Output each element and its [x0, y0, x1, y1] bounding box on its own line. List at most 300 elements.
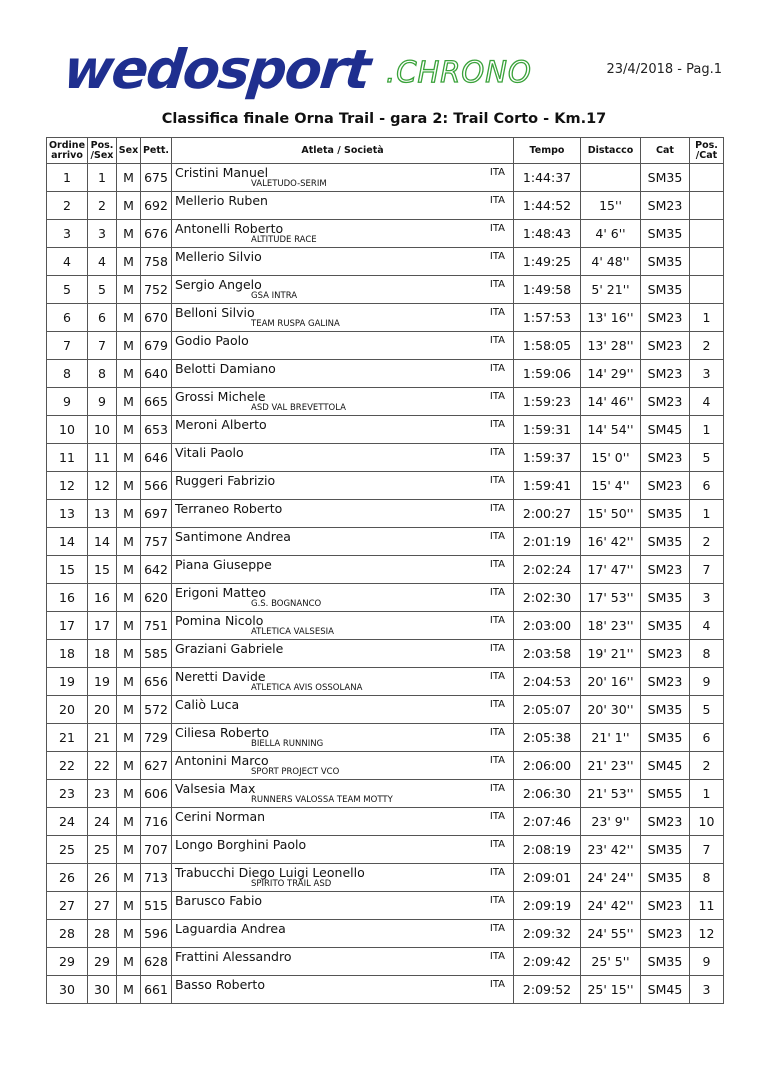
athlete-name: Mellerio Ruben	[175, 193, 268, 208]
cell-athlete	[172, 556, 514, 584]
athlete-nationality: ITA	[489, 979, 505, 990]
cell-pos-sex: 6	[88, 304, 117, 332]
cell-cat: SM23	[641, 360, 690, 388]
cell-pos-sex: 18	[88, 640, 117, 668]
cell-ordine: 29	[47, 948, 88, 976]
cell-pett: 752	[141, 276, 172, 304]
col-atleta: Atleta / Società	[172, 138, 514, 164]
cell-tempo: 2:02:24	[514, 556, 581, 584]
cell-pos-cat: 1	[690, 780, 724, 808]
cell-distacco: 13' 28''	[581, 332, 641, 360]
cell-cat: SM45	[641, 976, 690, 1004]
cell-tempo: 2:07:46	[514, 808, 581, 836]
table-row	[47, 948, 724, 976]
cell-pos-sex: 10	[88, 416, 117, 444]
table-row	[47, 472, 724, 500]
cell-cat: SM35	[641, 248, 690, 276]
cell-sex: M	[117, 556, 141, 584]
cell-distacco: 16' 42''	[581, 528, 641, 556]
cell-ordine: 22	[47, 752, 88, 780]
athlete-name: Graziani Gabriele	[175, 641, 284, 656]
table-row	[47, 444, 724, 472]
cell-tempo: 2:05:07	[514, 696, 581, 724]
cell-pos-sex: 22	[88, 752, 117, 780]
cell-cat: SM55	[641, 780, 690, 808]
cell-ordine: 27	[47, 892, 88, 920]
cell-athlete	[172, 696, 514, 724]
cell-pos-cat: 12	[690, 920, 724, 948]
cell-tempo: 1:59:31	[514, 416, 581, 444]
cell-cat: SM23	[641, 444, 690, 472]
athlete-team: VALETUDO-SERIM	[251, 179, 327, 189]
cell-pos-cat: 2	[690, 752, 724, 780]
table-row	[47, 500, 724, 528]
table-row	[47, 752, 724, 780]
cell-tempo: 1:49:25	[514, 248, 581, 276]
cell-pos-cat: 9	[690, 948, 724, 976]
cell-pos-cat: 3	[690, 360, 724, 388]
cell-ordine: 2	[47, 192, 88, 220]
cell-pos-cat: 10	[690, 808, 724, 836]
cell-distacco: 17' 53''	[581, 584, 641, 612]
table-row	[47, 808, 724, 836]
athlete-name: Pomina Nicolo	[175, 613, 264, 628]
athlete-team: RUNNERS VALOSSA TEAM MOTTY	[251, 795, 393, 805]
athlete-name: Antonini Marco	[175, 753, 269, 768]
cell-tempo: 2:01:19	[514, 528, 581, 556]
cell-cat: SM35	[641, 696, 690, 724]
cell-pos-cat	[690, 164, 724, 192]
athlete-name: Grossi Michele	[175, 389, 266, 404]
cell-tempo: 2:08:19	[514, 836, 581, 864]
cell-ordine: 16	[47, 584, 88, 612]
table-row	[47, 388, 724, 416]
cell-distacco: 14' 54''	[581, 416, 641, 444]
athlete-nationality: ITA	[489, 867, 505, 878]
cell-tempo: 1:44:37	[514, 164, 581, 192]
cell-athlete	[172, 164, 514, 192]
cell-pett: 670	[141, 304, 172, 332]
cell-pett: 566	[141, 472, 172, 500]
cell-pos-cat	[690, 192, 724, 220]
cell-pos-cat: 3	[690, 584, 724, 612]
cell-distacco: 24' 55''	[581, 920, 641, 948]
cell-tempo: 1:59:41	[514, 472, 581, 500]
athlete-nationality: ITA	[489, 475, 505, 486]
cell-pett: 572	[141, 696, 172, 724]
cell-pos-cat	[690, 248, 724, 276]
table-row	[47, 976, 724, 1004]
cell-pos-cat: 11	[690, 892, 724, 920]
cell-athlete	[172, 360, 514, 388]
cell-pos-sex: 17	[88, 612, 117, 640]
athlete-nationality: ITA	[489, 587, 505, 598]
cell-athlete	[172, 668, 514, 696]
athlete-name: Valsesia Max	[175, 781, 256, 796]
cell-ordine: 13	[47, 500, 88, 528]
cell-cat: SM35	[641, 836, 690, 864]
athlete-name: Erigoni Matteo	[175, 585, 267, 600]
athlete-nationality: ITA	[489, 811, 505, 822]
cell-cat: SM23	[641, 808, 690, 836]
col-ordine: Ordine arrivo	[47, 138, 88, 164]
cell-athlete	[172, 248, 514, 276]
cell-pett: 642	[141, 556, 172, 584]
cell-sex: M	[117, 808, 141, 836]
table-row	[47, 724, 724, 752]
wedosport-chrono-logo	[60, 38, 532, 101]
cell-distacco: 23' 9''	[581, 808, 641, 836]
cell-tempo: 2:00:27	[514, 500, 581, 528]
cell-athlete	[172, 920, 514, 948]
cell-pos-cat	[690, 276, 724, 304]
cell-distacco: 5' 21''	[581, 276, 641, 304]
athlete-name: Cristini Manuel	[175, 165, 269, 180]
cell-ordine: 28	[47, 920, 88, 948]
cell-distacco: 24' 42''	[581, 892, 641, 920]
table-header-row	[47, 138, 724, 164]
cell-ordine: 6	[47, 304, 88, 332]
cell-tempo: 2:04:53	[514, 668, 581, 696]
cell-pos-cat: 1	[690, 416, 724, 444]
athlete-team: SPIRITO TRAIL ASD	[251, 879, 332, 889]
athlete-nationality: ITA	[489, 951, 505, 962]
cell-tempo: 2:09:01	[514, 864, 581, 892]
cell-distacco: 20' 30''	[581, 696, 641, 724]
col-sex: Sex	[117, 138, 141, 164]
cell-pos-sex: 2	[88, 192, 117, 220]
cell-athlete	[172, 752, 514, 780]
cell-sex: M	[117, 528, 141, 556]
athlete-name: Vitali Paolo	[175, 445, 244, 460]
cell-sex: M	[117, 500, 141, 528]
athlete-nationality: ITA	[489, 447, 505, 458]
cell-cat: SM35	[641, 164, 690, 192]
table-row	[47, 892, 724, 920]
table-row	[47, 864, 724, 892]
cell-pos-cat: 6	[690, 724, 724, 752]
table-row	[47, 556, 724, 584]
athlete-name: Cerini Norman	[175, 809, 266, 824]
cell-cat: SM35	[641, 276, 690, 304]
cell-cat: SM35	[641, 612, 690, 640]
cell-tempo: 2:02:30	[514, 584, 581, 612]
cell-cat: SM23	[641, 388, 690, 416]
cell-sex: M	[117, 640, 141, 668]
cell-pett: 692	[141, 192, 172, 220]
athlete-name: Barusco Fabio	[175, 893, 263, 908]
cell-pos-sex: 13	[88, 500, 117, 528]
cell-pos-sex: 21	[88, 724, 117, 752]
table-row	[47, 696, 724, 724]
cell-ordine: 24	[47, 808, 88, 836]
col-pos-cat: Pos. /Cat	[690, 138, 724, 164]
page-title: Classifica finale Orna Trail - gara 2: Trail Corto - Km.17	[161, 111, 607, 127]
athlete-team: TEAM RUSPA GALINA	[251, 319, 340, 329]
cell-ordine: 20	[47, 696, 88, 724]
athlete-nationality: ITA	[489, 755, 505, 766]
athlete-team: GSA INTRA	[251, 291, 298, 301]
col-distacco: Distacco	[581, 138, 641, 164]
cell-athlete	[172, 444, 514, 472]
athlete-nationality: ITA	[489, 615, 505, 626]
table-row	[47, 416, 724, 444]
cell-sex: M	[117, 304, 141, 332]
results-body	[47, 164, 724, 1004]
cell-pos-sex: 28	[88, 920, 117, 948]
cell-ordine: 15	[47, 556, 88, 584]
athlete-name: Ciliesa Roberto	[175, 725, 270, 740]
cell-pett: 640	[141, 360, 172, 388]
cell-distacco: 15' 0''	[581, 444, 641, 472]
athlete-name: Antonelli Roberto	[175, 221, 284, 236]
cell-cat: SM35	[641, 864, 690, 892]
cell-pett: 757	[141, 528, 172, 556]
cell-sex: M	[117, 472, 141, 500]
cell-sex: M	[117, 948, 141, 976]
cell-ordine: 11	[47, 444, 88, 472]
cell-cat: SM35	[641, 584, 690, 612]
athlete-name: Trabucchi Diego Luigi Leonello	[175, 865, 365, 880]
results-table	[46, 137, 724, 1004]
cell-sex: M	[117, 220, 141, 248]
cell-cat: SM23	[641, 668, 690, 696]
cell-pos-sex: 25	[88, 836, 117, 864]
cell-pos-cat: 5	[690, 444, 724, 472]
cell-athlete	[172, 416, 514, 444]
cell-pett: 729	[141, 724, 172, 752]
cell-pos-cat: 1	[690, 304, 724, 332]
cell-tempo: 2:09:32	[514, 920, 581, 948]
cell-ordine: 14	[47, 528, 88, 556]
cell-pett: 627	[141, 752, 172, 780]
cell-distacco: 21' 53''	[581, 780, 641, 808]
table-row	[47, 920, 724, 948]
col-pett: Pett.	[141, 138, 172, 164]
cell-tempo: 2:09:19	[514, 892, 581, 920]
athlete-team: BIELLA RUNNING	[251, 739, 324, 749]
cell-pos-sex: 15	[88, 556, 117, 584]
table-row	[47, 780, 724, 808]
cell-pos-cat: 7	[690, 836, 724, 864]
cell-cat: SM23	[641, 892, 690, 920]
cell-ordine: 5	[47, 276, 88, 304]
cell-tempo: 1:57:53	[514, 304, 581, 332]
cell-ordine: 21	[47, 724, 88, 752]
cell-cat: SM23	[641, 920, 690, 948]
cell-cat: SM23	[641, 472, 690, 500]
cell-pos-sex: 24	[88, 808, 117, 836]
cell-pos-sex: 3	[88, 220, 117, 248]
cell-pett: 661	[141, 976, 172, 1004]
cell-distacco: 15' 4''	[581, 472, 641, 500]
cell-pos-sex: 8	[88, 360, 117, 388]
athlete-nationality: ITA	[489, 699, 505, 710]
cell-ordine: 17	[47, 612, 88, 640]
cell-pos-cat: 3	[690, 976, 724, 1004]
cell-tempo: 1:59:23	[514, 388, 581, 416]
cell-sex: M	[117, 584, 141, 612]
cell-ordine: 19	[47, 668, 88, 696]
cell-cat: SM23	[641, 640, 690, 668]
cell-pett: 716	[141, 808, 172, 836]
cell-pos-sex: 29	[88, 948, 117, 976]
cell-sex: M	[117, 920, 141, 948]
col-tempo: Tempo	[514, 138, 581, 164]
cell-pos-sex: 11	[88, 444, 117, 472]
cell-pos-sex: 27	[88, 892, 117, 920]
athlete-nationality: ITA	[489, 643, 505, 654]
cell-ordine: 8	[47, 360, 88, 388]
cell-distacco: 15''	[581, 192, 641, 220]
cell-tempo: 1:48:43	[514, 220, 581, 248]
cell-sex: M	[117, 668, 141, 696]
athlete-team: SPORT PROJECT VCO	[251, 767, 340, 777]
table-row	[47, 360, 724, 388]
cell-athlete	[172, 780, 514, 808]
cell-sex: M	[117, 192, 141, 220]
cell-tempo: 1:49:58	[514, 276, 581, 304]
athlete-nationality: ITA	[489, 559, 505, 570]
cell-ordine: 1	[47, 164, 88, 192]
athlete-nationality: ITA	[489, 391, 505, 402]
cell-pos-cat: 9	[690, 668, 724, 696]
cell-athlete	[172, 976, 514, 1004]
cell-athlete	[172, 864, 514, 892]
athlete-name: Mellerio Silvio	[175, 249, 262, 264]
cell-tempo: 2:05:38	[514, 724, 581, 752]
athlete-team: ASD VAL BREVETTOLA	[251, 403, 346, 413]
cell-athlete	[172, 808, 514, 836]
cell-distacco: 25' 5''	[581, 948, 641, 976]
athlete-name: Piana Giuseppe	[175, 557, 272, 572]
table-row	[47, 276, 724, 304]
table-row	[47, 248, 724, 276]
athlete-nationality: ITA	[489, 783, 505, 794]
cell-pos-cat: 8	[690, 864, 724, 892]
athlete-nationality: ITA	[489, 279, 505, 290]
cell-athlete	[172, 388, 514, 416]
cell-pett: 606	[141, 780, 172, 808]
cell-pos-sex: 19	[88, 668, 117, 696]
cell-distacco: 14' 46''	[581, 388, 641, 416]
cell-distacco: 13' 16''	[581, 304, 641, 332]
table-row	[47, 164, 724, 192]
cell-sex: M	[117, 248, 141, 276]
col-pos-sex: Pos. /Sex	[88, 138, 117, 164]
cell-pos-sex: 30	[88, 976, 117, 1004]
cell-athlete	[172, 500, 514, 528]
cell-pos-cat: 7	[690, 556, 724, 584]
cell-athlete	[172, 892, 514, 920]
cell-tempo: 2:03:00	[514, 612, 581, 640]
cell-sex: M	[117, 276, 141, 304]
cell-sex: M	[117, 164, 141, 192]
athlete-name: Frattini Alessandro	[175, 949, 292, 964]
cell-ordine: 30	[47, 976, 88, 1004]
cell-pett: 707	[141, 836, 172, 864]
cell-distacco: 21' 1''	[581, 724, 641, 752]
cell-ordine: 9	[47, 388, 88, 416]
cell-pos-sex: 23	[88, 780, 117, 808]
athlete-nationality: ITA	[489, 251, 505, 262]
cell-sex: M	[117, 360, 141, 388]
athlete-name: Belloni Silvio	[175, 305, 255, 320]
cell-pos-sex: 4	[88, 248, 117, 276]
cell-pett: 585	[141, 640, 172, 668]
cell-cat: SM23	[641, 304, 690, 332]
athlete-nationality: ITA	[489, 895, 505, 906]
athlete-name: Basso Roberto	[175, 977, 265, 992]
cell-cat: SM45	[641, 752, 690, 780]
athlete-nationality: ITA	[489, 503, 505, 514]
cell-sex: M	[117, 892, 141, 920]
cell-athlete	[172, 304, 514, 332]
cell-pos-cat: 2	[690, 528, 724, 556]
cell-distacco: 23' 42''	[581, 836, 641, 864]
athlete-name: Ruggeri Fabrizio	[175, 473, 276, 488]
cell-sex: M	[117, 724, 141, 752]
table-row	[47, 192, 724, 220]
cell-ordine: 7	[47, 332, 88, 360]
cell-athlete	[172, 612, 514, 640]
cell-tempo: 2:09:52	[514, 976, 581, 1004]
cell-pos-sex: 5	[88, 276, 117, 304]
cell-pos-cat: 2	[690, 332, 724, 360]
athlete-name: Meroni Alberto	[175, 417, 267, 432]
cell-tempo: 2:03:58	[514, 640, 581, 668]
table-row	[47, 640, 724, 668]
athlete-name: Santimone Andrea	[175, 529, 291, 544]
cell-distacco: 20' 16''	[581, 668, 641, 696]
cell-distacco: 14' 29''	[581, 360, 641, 388]
cell-pos-cat	[690, 220, 724, 248]
athlete-team: ALTITUDE RACE	[251, 235, 317, 245]
cell-tempo: 1:59:37	[514, 444, 581, 472]
cell-cat: SM35	[641, 528, 690, 556]
cell-cat: SM23	[641, 192, 690, 220]
cell-sex: M	[117, 416, 141, 444]
cell-sex: M	[117, 780, 141, 808]
cell-cat: SM23	[641, 556, 690, 584]
cell-cat: SM35	[641, 500, 690, 528]
athlete-nationality: ITA	[489, 419, 505, 430]
cell-sex: M	[117, 864, 141, 892]
cell-ordine: 10	[47, 416, 88, 444]
cell-pos-sex: 20	[88, 696, 117, 724]
cell-distacco: 4' 6''	[581, 220, 641, 248]
cell-pos-sex: 16	[88, 584, 117, 612]
cell-pett: 646	[141, 444, 172, 472]
cell-pett: 751	[141, 612, 172, 640]
cell-pett: 628	[141, 948, 172, 976]
table-row	[47, 612, 724, 640]
cell-distacco: 4' 48''	[581, 248, 641, 276]
cell-pos-sex: 12	[88, 472, 117, 500]
cell-distacco: 21' 23''	[581, 752, 641, 780]
cell-sex: M	[117, 976, 141, 1004]
athlete-nationality: ITA	[489, 167, 505, 178]
cell-athlete	[172, 948, 514, 976]
cell-tempo: 2:09:42	[514, 948, 581, 976]
cell-athlete	[172, 640, 514, 668]
cell-sex: M	[117, 696, 141, 724]
logo-sub-text: .CHRONO	[386, 55, 532, 89]
cell-cat: SM35	[641, 724, 690, 752]
cell-distacco: 19' 21''	[581, 640, 641, 668]
cell-distacco	[581, 164, 641, 192]
athlete-team: ATLETICA VALSESIA	[251, 627, 334, 637]
